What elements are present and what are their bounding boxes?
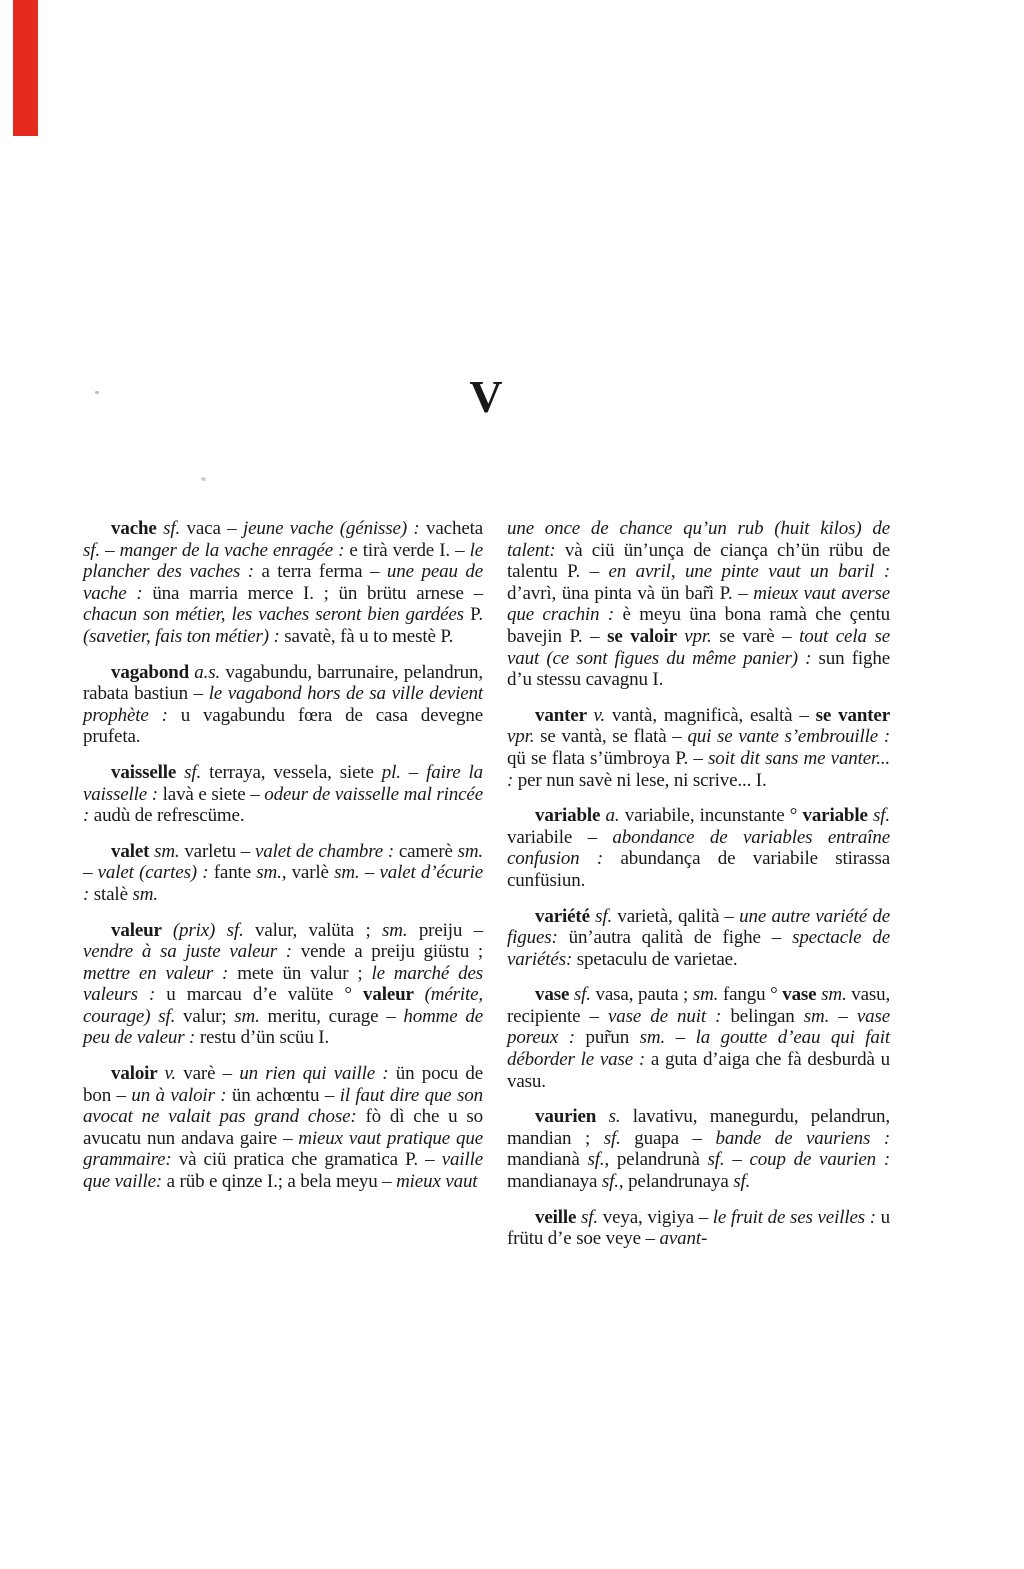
text-segment: avant- xyxy=(659,1228,708,1250)
text-segment: sm. xyxy=(639,1027,676,1049)
text-segment: a guta d’aiga che fà desburdà u vasu. xyxy=(507,1049,891,1092)
text-segment: sm. xyxy=(692,984,723,1006)
text-columns xyxy=(83,518,890,1250)
headword: valet xyxy=(111,840,155,862)
text-segment: vpr. xyxy=(684,625,720,647)
dictionary-entry-variete xyxy=(507,906,890,971)
text-segment: sf. xyxy=(587,1149,605,1171)
dictionary-entry-veille xyxy=(507,1207,890,1250)
dictionary-entry-vaisselle xyxy=(83,762,483,827)
text-segment: guapa – xyxy=(634,1127,716,1149)
text-segment: valet de chambre : xyxy=(254,840,399,862)
text-segment: sm. xyxy=(234,1005,268,1027)
text-segment: variabile – xyxy=(507,826,613,848)
text-segment: vagabundu, barrunaire, pelandrun, rabata bastiun – xyxy=(83,661,483,705)
text-segment: variabile, incunstante ° xyxy=(624,805,803,827)
headword: veille xyxy=(535,1206,582,1228)
text-segment: và ciü pratica che gramatica P. – xyxy=(178,1149,442,1171)
text-segment: il faut dire que son avocat ne valait pas grand chose: xyxy=(83,1084,483,1128)
text-segment: un à valoir : xyxy=(131,1084,232,1106)
text-segment: sm. xyxy=(334,862,365,884)
text-segment: la goutte d’eau qui fait déborder le vase : xyxy=(507,1027,891,1071)
text-segment: odeur de vaisselle mal rincée : xyxy=(83,783,483,827)
text-segment: ün achœntu – xyxy=(231,1084,340,1106)
text-segment: vantà, magnificà, esaltà – xyxy=(611,704,816,726)
text-segment: fangu ° xyxy=(722,984,783,1006)
text-segment: sf. xyxy=(873,805,890,827)
text-segment: vase de nuit : xyxy=(608,1005,731,1027)
text-segment: lavà e siete – xyxy=(162,783,265,805)
text-segment: – xyxy=(83,862,98,884)
text-segment: vpr. xyxy=(507,726,541,748)
text-segment: qui se vante s’embrouille : xyxy=(687,726,890,748)
text-segment: vendre à sa juste valeur : xyxy=(83,941,301,963)
text-segment: P. xyxy=(470,604,483,626)
text-segment: une autre variété de figues: xyxy=(507,905,890,949)
text-segment: le fruit de ses veilles : xyxy=(712,1206,881,1228)
text-segment: sm. xyxy=(821,984,852,1006)
text-segment: vasu, recipiente – xyxy=(507,984,891,1027)
text-segment: ün pocu de bon – xyxy=(83,1063,483,1106)
text-segment: mettre en valeur : xyxy=(83,962,238,984)
text-segment: bande de vauriens : xyxy=(715,1127,891,1149)
headword: vanter xyxy=(535,704,594,726)
text-segment: se vantà, se flatà – xyxy=(540,726,688,748)
headword: vase xyxy=(535,984,574,1006)
headword: variété xyxy=(535,905,596,927)
headword: vaurien xyxy=(535,1106,609,1128)
text-segment: ün’autra qalità de fighe – xyxy=(568,927,793,949)
text-segment: – xyxy=(838,1005,857,1027)
text-segment: tout cela se vaut (ce sont figues du même panier) : xyxy=(507,625,890,669)
text-segment: , varlè xyxy=(281,862,335,884)
text-segment: sm. xyxy=(803,1005,839,1027)
text-segment: vasa, pauta ; xyxy=(595,984,693,1006)
text-segment: (savetier, fais ton métier) : xyxy=(83,625,285,647)
text-segment: restu d’ün scüu I. xyxy=(199,1027,330,1049)
dictionary-entry-vaurien xyxy=(507,1106,890,1192)
text-segment: veya, vigiya – xyxy=(602,1206,713,1228)
text-segment: vende a preiju giüstu ; xyxy=(300,941,483,963)
scan-speck xyxy=(201,477,206,481)
text-segment: – xyxy=(364,862,380,884)
text-segment: mandianà xyxy=(507,1149,588,1171)
dictionary-entry-vase xyxy=(507,984,890,1092)
text-segment: varletu – xyxy=(184,840,255,862)
text-segment: fante xyxy=(213,862,257,884)
text-segment: qü se flata s’ümbroya P. – xyxy=(507,747,709,769)
text-segment: è meyu üna bona ramà che çentu bavejin P. – xyxy=(507,604,890,647)
text-segment: manger de la vache enragée : xyxy=(119,539,350,561)
text-segment: – xyxy=(732,1149,750,1171)
text-segment: mieux vaut xyxy=(396,1171,478,1193)
text-segment: fò dì che u so avucatu nun andava gaire – xyxy=(83,1106,483,1149)
text-segment: le marché des valeurs : xyxy=(83,962,483,1006)
text-segment: và ciü ün’unça de ciança ch’ün rübu de talentu P. – xyxy=(507,539,890,583)
text-segment: lavativu, manegurdu, pelandrun, mandian ; xyxy=(507,1106,890,1149)
text-segment: vaca – xyxy=(186,518,243,539)
text-segment: u frütu d’e soe veye – xyxy=(507,1206,891,1250)
left-column xyxy=(83,518,483,1250)
text-segment: valet d’écurie : xyxy=(83,862,483,905)
text-segment: sf. xyxy=(184,761,210,783)
text-segment: pur̃un xyxy=(585,1027,640,1049)
dictionary-entry-valet xyxy=(83,841,483,906)
section-letter-heading: V xyxy=(469,371,504,422)
text-segment: abondance de variables entraîne confusion : xyxy=(507,826,890,870)
text-segment: d’avrì, üna pinta và ün bar̃ì P. – xyxy=(507,582,754,604)
text-segment: sm. xyxy=(382,919,419,941)
headword: variable xyxy=(535,805,606,827)
text-segment: a. xyxy=(605,805,625,827)
text-segment: , pelandrunà xyxy=(604,1149,708,1171)
dictionary-entry-variable xyxy=(507,805,890,891)
text-segment: vacheta xyxy=(426,518,484,539)
text-segment: mieux vaut pratique que grammaire: xyxy=(83,1127,483,1171)
text-segment: valur, valüta ; xyxy=(255,919,382,941)
text-segment: per nun savè ni lese, ni scrive... I. xyxy=(517,769,767,791)
text-segment: sf. xyxy=(733,1171,751,1193)
headword: valeur xyxy=(111,919,173,941)
text-segment: un rien qui vaille : xyxy=(239,1063,396,1085)
text-segment: sm. xyxy=(457,840,483,862)
text-segment: varè – xyxy=(183,1063,240,1085)
text-segment: u marcau d’e valüte ° xyxy=(166,984,363,1006)
text-segment: sf. xyxy=(573,984,596,1006)
text-segment: camerè xyxy=(398,840,458,862)
headword: vase xyxy=(782,984,822,1006)
headword: variable xyxy=(802,805,873,827)
text-segment: v. xyxy=(164,1063,184,1085)
text-segment: a.s. xyxy=(194,661,226,683)
text-segment: sm. xyxy=(256,862,282,884)
text-segment: sm. xyxy=(132,883,158,905)
dictionary-entry-valeur xyxy=(83,920,483,1050)
text-segment: jeune vache (génisse) : xyxy=(242,518,427,539)
text-segment: meritu, curage – xyxy=(267,1005,404,1027)
dictionary-entry-vagabond xyxy=(83,662,483,748)
text-segment: abundança de variabile stirassa cunfüsiun. xyxy=(507,848,890,891)
text-segment: sf. xyxy=(707,1149,733,1171)
text-segment: soit dit sans me vanter... : xyxy=(507,747,890,791)
text-segment: varietà, qalità – xyxy=(617,905,740,927)
dictionary-entry-valoir xyxy=(83,1063,483,1193)
text-segment: savatè, fà u to mestè P. xyxy=(284,625,454,647)
text-segment: sf. xyxy=(581,1206,603,1228)
text-segment: vaille que vaille: xyxy=(83,1149,484,1193)
text-segment: chacun son métier, les vaches seront bien gardées xyxy=(83,604,471,626)
text-segment: preiju – xyxy=(418,919,483,941)
text-segment: une once de chance qu’un rub (huit kilos) de talent: xyxy=(507,518,890,561)
text-segment: valet (cartes) : xyxy=(97,862,214,884)
text-segment: terraya, vessela, siete xyxy=(209,761,382,783)
text-segment: sf. xyxy=(595,905,618,927)
text-segment: – xyxy=(408,761,427,783)
text-segment: sf. xyxy=(163,518,187,539)
text-segment: spectacle de variétés: xyxy=(507,927,890,970)
text-segment: coup de vaurien : xyxy=(749,1149,891,1171)
text-segment: le plancher des vaches : xyxy=(83,539,483,583)
text-segment: v. xyxy=(593,704,612,726)
text-segment: sf. xyxy=(83,539,106,561)
text-segment: en avril, une pinte vaut un baril : xyxy=(608,561,891,583)
dictionary-entry-vache xyxy=(83,518,483,648)
headword: se vanter xyxy=(815,704,890,726)
text-segment: spetaculu de varietae. xyxy=(576,948,738,970)
text-segment: , pelandrunaya xyxy=(618,1171,734,1193)
text-segment: u vagabundu fœra de casa devegne prufeta. xyxy=(83,704,483,748)
headword: vaisselle xyxy=(111,761,185,783)
headword: se valoir xyxy=(607,625,685,647)
dictionary-entry-vanter xyxy=(507,705,890,791)
text-segment: (prix) sf. xyxy=(172,919,256,941)
text-segment: – xyxy=(675,1027,696,1049)
text-segment: audù de refrescüme. xyxy=(93,805,245,827)
text-segment: a rüb e qinze I.; a bela meyu – xyxy=(166,1171,397,1193)
headword: vache xyxy=(111,518,164,539)
text-segment: homme de peu de valeur : xyxy=(83,1005,483,1049)
text-segment: a terra ferma – xyxy=(261,561,387,583)
text-segment: stalè xyxy=(93,883,133,905)
text-segment: e tirà verde I. – xyxy=(349,539,470,561)
text-segment: se varè – xyxy=(719,625,800,647)
text-segment: s. xyxy=(608,1106,633,1128)
text-segment: vase poreux : xyxy=(507,1005,890,1049)
text-segment: faire la vaisselle : xyxy=(83,761,483,805)
text-segment: sun fighe d’u stessu cavagnu I. xyxy=(507,647,890,691)
text-segment: sf. xyxy=(601,1171,619,1193)
right-column xyxy=(507,518,890,1250)
text-segment: valur; xyxy=(183,1005,235,1027)
headword: vagabond xyxy=(111,661,195,683)
headword: valoir xyxy=(111,1063,165,1085)
text-segment: (mérite, courage) sf. xyxy=(83,984,484,1027)
text-segment: belingan xyxy=(730,1005,804,1027)
text-segment: sf. xyxy=(603,1127,635,1149)
text-segment: mete ün valur ; xyxy=(237,962,372,984)
text-segment: üna marria merce I. ; ün brütu arnese – xyxy=(152,582,483,604)
red-bookmark-ribbon xyxy=(13,0,38,136)
dictionary-entry-valoir-continuation xyxy=(507,518,890,691)
text-segment: – xyxy=(105,539,120,561)
text-segment: le vagabond hors de sa ville devient prophète : xyxy=(83,683,483,726)
text-segment: une peau de vache : xyxy=(83,561,483,604)
text-segment: sm. xyxy=(154,840,185,862)
headword: valeur xyxy=(363,984,425,1006)
text-segment: mandianaya xyxy=(507,1171,602,1193)
text-segment: mieux vaut averse que crachin : xyxy=(507,582,891,626)
text-segment: pl. xyxy=(381,761,409,783)
